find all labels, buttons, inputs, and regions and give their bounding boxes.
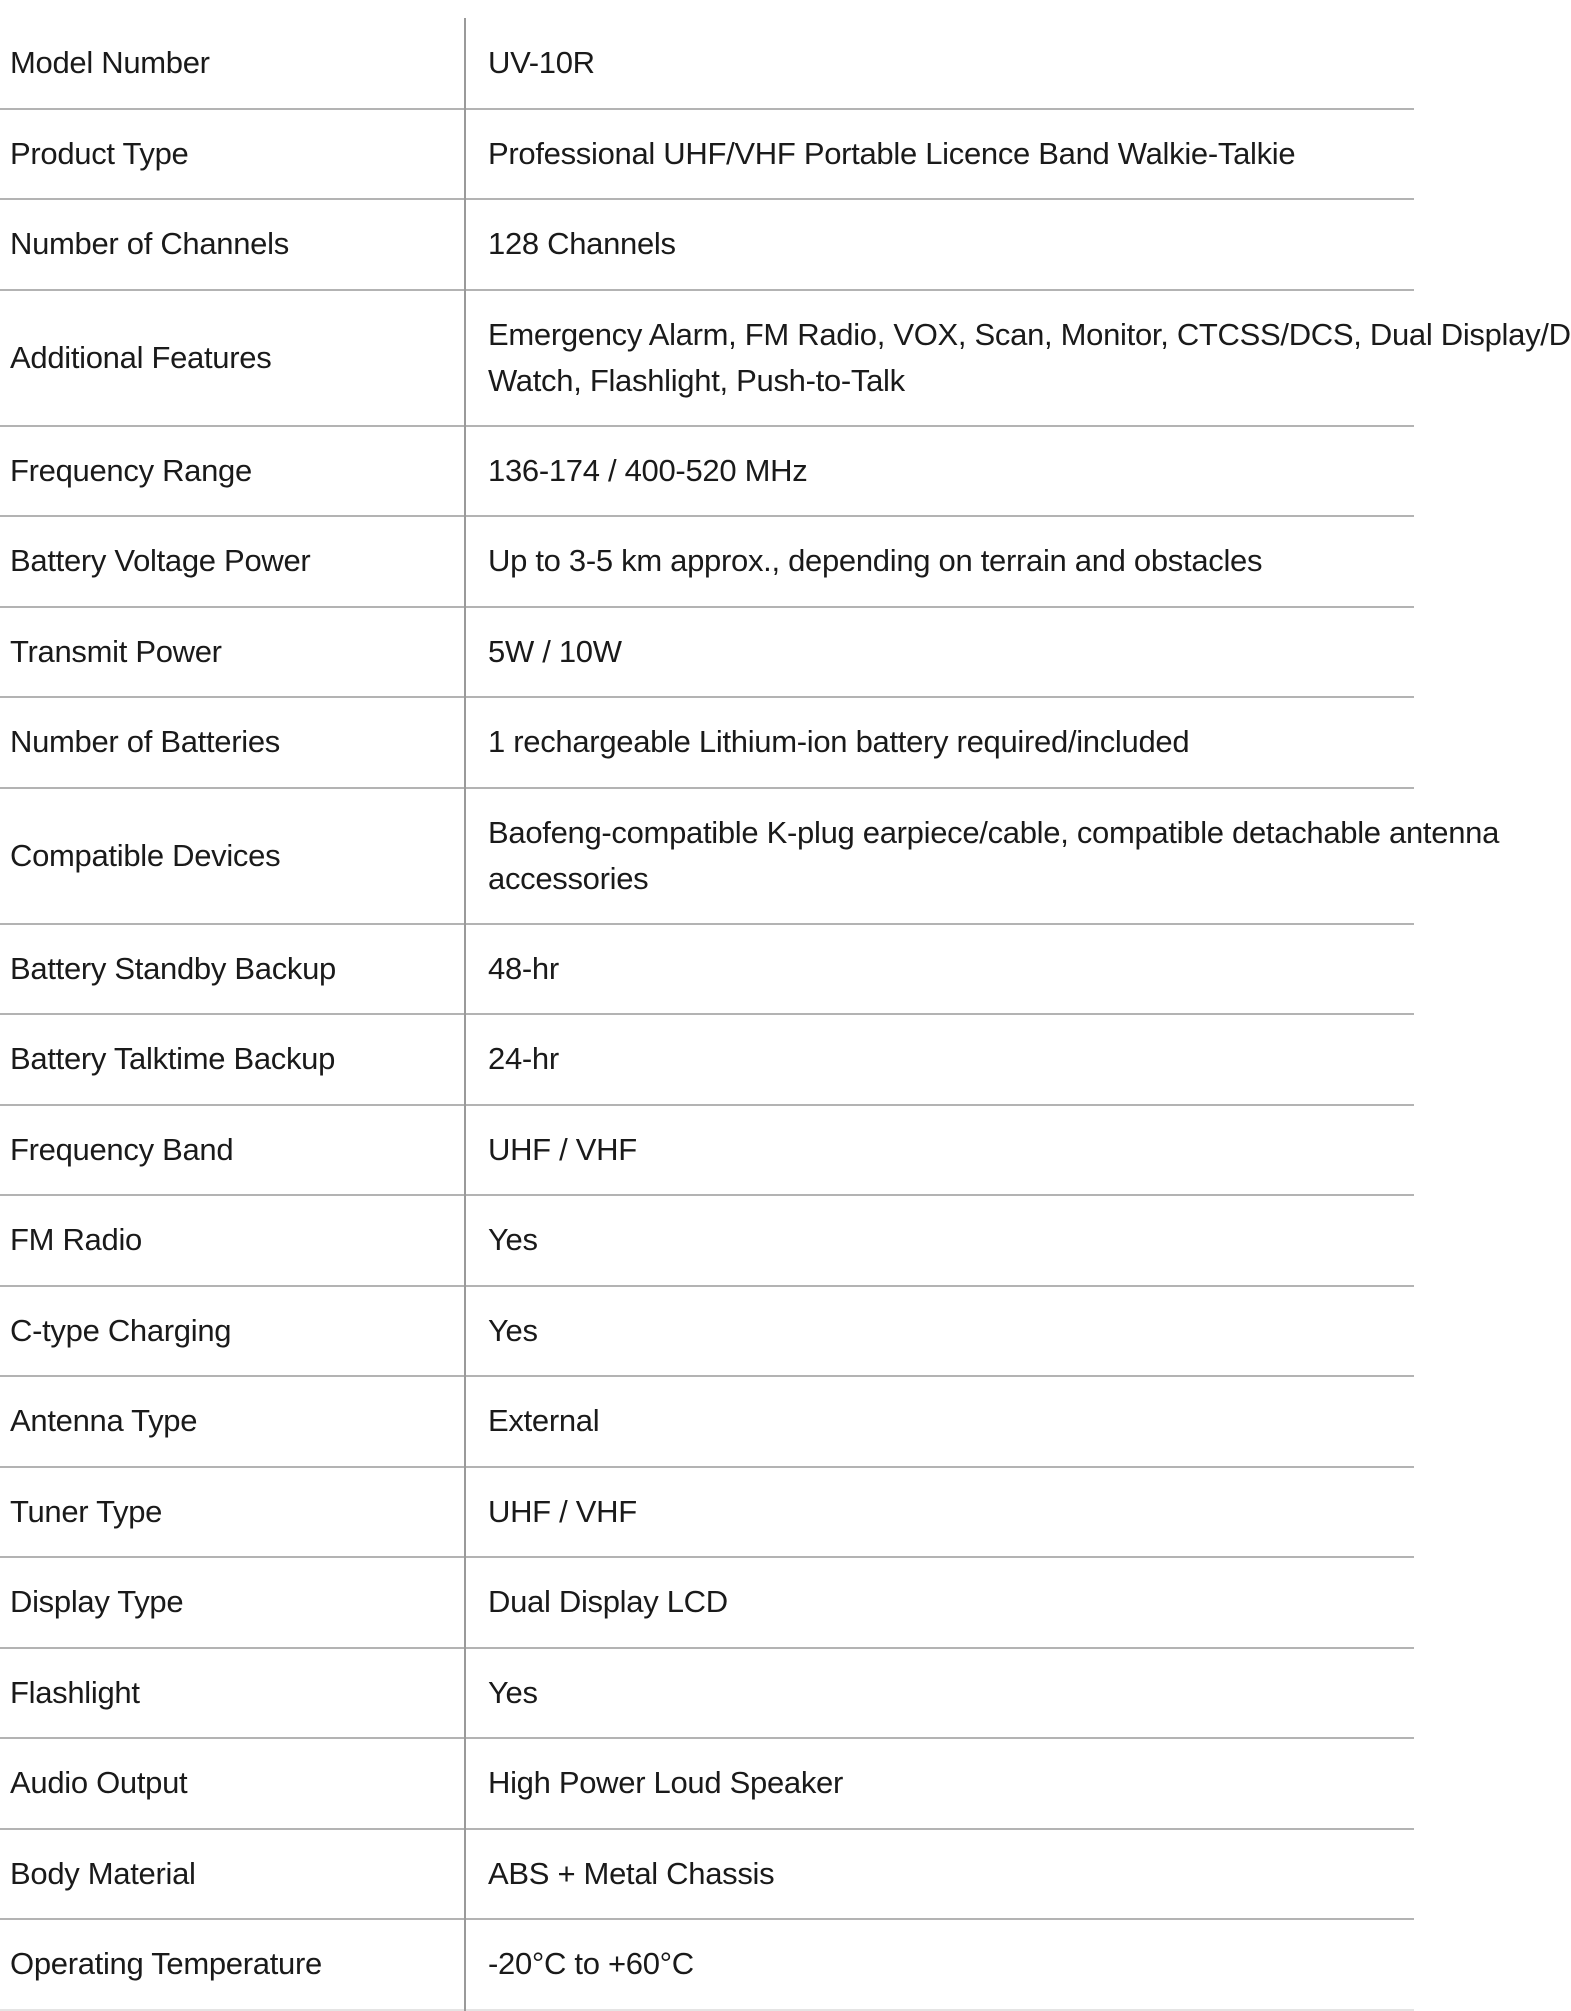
spec-value xyxy=(465,924,1414,1015)
spec-value-line: Yes xyxy=(488,1674,538,1710)
spec-row xyxy=(0,516,1414,607)
spec-value-line: Professional UHF/VHF Portable Licence Band Walkie-Talkie xyxy=(488,135,1296,171)
spec-row xyxy=(0,18,1414,109)
spec-table xyxy=(0,18,1571,2011)
spec-label: C-type Charging xyxy=(0,1286,465,1377)
spec-value-line: UHF / VHF xyxy=(488,1131,637,1167)
spec-label: Battery Standby Backup xyxy=(0,924,465,1015)
spec-value-line: 136-174 / 400-520 MHz xyxy=(488,452,808,488)
spec-value xyxy=(465,1648,1414,1739)
spec-value-line: Yes xyxy=(488,1222,538,1258)
spec-value-line: accessories xyxy=(488,860,649,896)
spec-label: FM Radio xyxy=(0,1195,465,1286)
spec-row xyxy=(0,290,1414,426)
spec-row xyxy=(0,199,1414,290)
spec-label: Battery Voltage Power xyxy=(0,516,465,607)
spec-row xyxy=(0,607,1414,698)
spec-label: Battery Talktime Backup xyxy=(0,1014,465,1105)
spec-value-line: Emergency Alarm, FM Radio, VOX, Scan, Monitor, CTCSS/DCS, Dual Display/D xyxy=(488,316,1571,352)
spec-value xyxy=(465,109,1414,200)
spec-value-line: UV-10R xyxy=(488,44,595,80)
spec-value xyxy=(465,18,1414,109)
spec-row xyxy=(0,697,1414,788)
spec-value-line: UHF / VHF xyxy=(488,1493,637,1529)
spec-label: Frequency Range xyxy=(0,426,465,517)
spec-value xyxy=(465,1829,1414,1920)
spec-value-line: 48-hr xyxy=(488,950,559,986)
spec-row xyxy=(0,1376,1414,1467)
spec-row xyxy=(0,1829,1414,1920)
spec-value xyxy=(465,1376,1414,1467)
spec-value-line: Baofeng-compatible K-plug earpiece/cable, compatible detachable antenna xyxy=(488,814,1500,850)
spec-row xyxy=(0,1467,1414,1558)
spec-label: Display Type xyxy=(0,1557,465,1648)
spec-value xyxy=(465,1014,1414,1105)
spec-row xyxy=(0,1105,1414,1196)
spec-label: Flashlight xyxy=(0,1648,465,1739)
spec-value xyxy=(465,1738,1414,1829)
spec-value xyxy=(465,426,1414,517)
spec-label: Transmit Power xyxy=(0,607,465,698)
spec-value xyxy=(465,697,1414,788)
spec-label: Number of Channels xyxy=(0,199,465,290)
spec-value xyxy=(465,290,1571,426)
spec-value-line: 128 Channels xyxy=(488,226,676,262)
spec-value-line: -20°C to +60°C xyxy=(488,1946,694,1982)
spec-label: Body Material xyxy=(0,1829,465,1920)
spec-row xyxy=(0,1557,1414,1648)
spec-label: Compatible Devices xyxy=(0,788,465,924)
spec-value xyxy=(465,199,1414,290)
spec-row xyxy=(0,1014,1414,1105)
spec-value xyxy=(465,516,1414,607)
spec-value-line: High Power Loud Speaker xyxy=(488,1765,843,1801)
spec-value xyxy=(465,1557,1414,1648)
spec-row xyxy=(0,788,1414,924)
spec-row xyxy=(0,1648,1414,1739)
spec-value-line: 5W / 10W xyxy=(488,633,622,669)
spec-value-line: ABS + Metal Chassis xyxy=(488,1855,775,1891)
spec-row xyxy=(0,109,1414,200)
spec-value-line: External xyxy=(488,1403,600,1439)
spec-label: Frequency Band xyxy=(0,1105,465,1196)
spec-label: Tuner Type xyxy=(0,1467,465,1558)
spec-value-line: Up to 3-5 km approx., depending on terrain and obstacles xyxy=(488,543,1263,579)
spec-label: Model Number xyxy=(0,18,465,109)
spec-row xyxy=(0,924,1414,1015)
spec-value-line: Dual Display LCD xyxy=(488,1584,728,1620)
spec-value xyxy=(465,1467,1414,1558)
spec-label: Antenna Type xyxy=(0,1376,465,1467)
spec-row xyxy=(0,426,1414,517)
spec-label: Number of Batteries xyxy=(0,697,465,788)
spec-label: Operating Temperature xyxy=(0,1919,465,2010)
spec-row xyxy=(0,1286,1414,1377)
spec-value xyxy=(465,607,1414,698)
spec-row xyxy=(0,1195,1414,1286)
spec-label: Product Type xyxy=(0,109,465,200)
spec-value xyxy=(465,788,1500,924)
spec-value-line: 1 rechargeable Lithium-ion battery required/included xyxy=(488,724,1190,760)
spec-row xyxy=(0,1919,1414,2010)
spec-label: Audio Output xyxy=(0,1738,465,1829)
spec-value xyxy=(465,1195,1414,1286)
spec-value xyxy=(465,1286,1414,1377)
spec-label: Additional Features xyxy=(0,290,465,426)
spec-value xyxy=(465,1105,1414,1196)
spec-value-line: Watch, Flashlight, Push-to-Talk xyxy=(488,362,905,398)
spec-value xyxy=(465,1919,1414,2010)
spec-value-line: 24-hr xyxy=(488,1041,559,1077)
spec-row xyxy=(0,1738,1414,1829)
spec-value-line: Yes xyxy=(488,1312,538,1348)
spec-table-body xyxy=(0,18,1571,2010)
